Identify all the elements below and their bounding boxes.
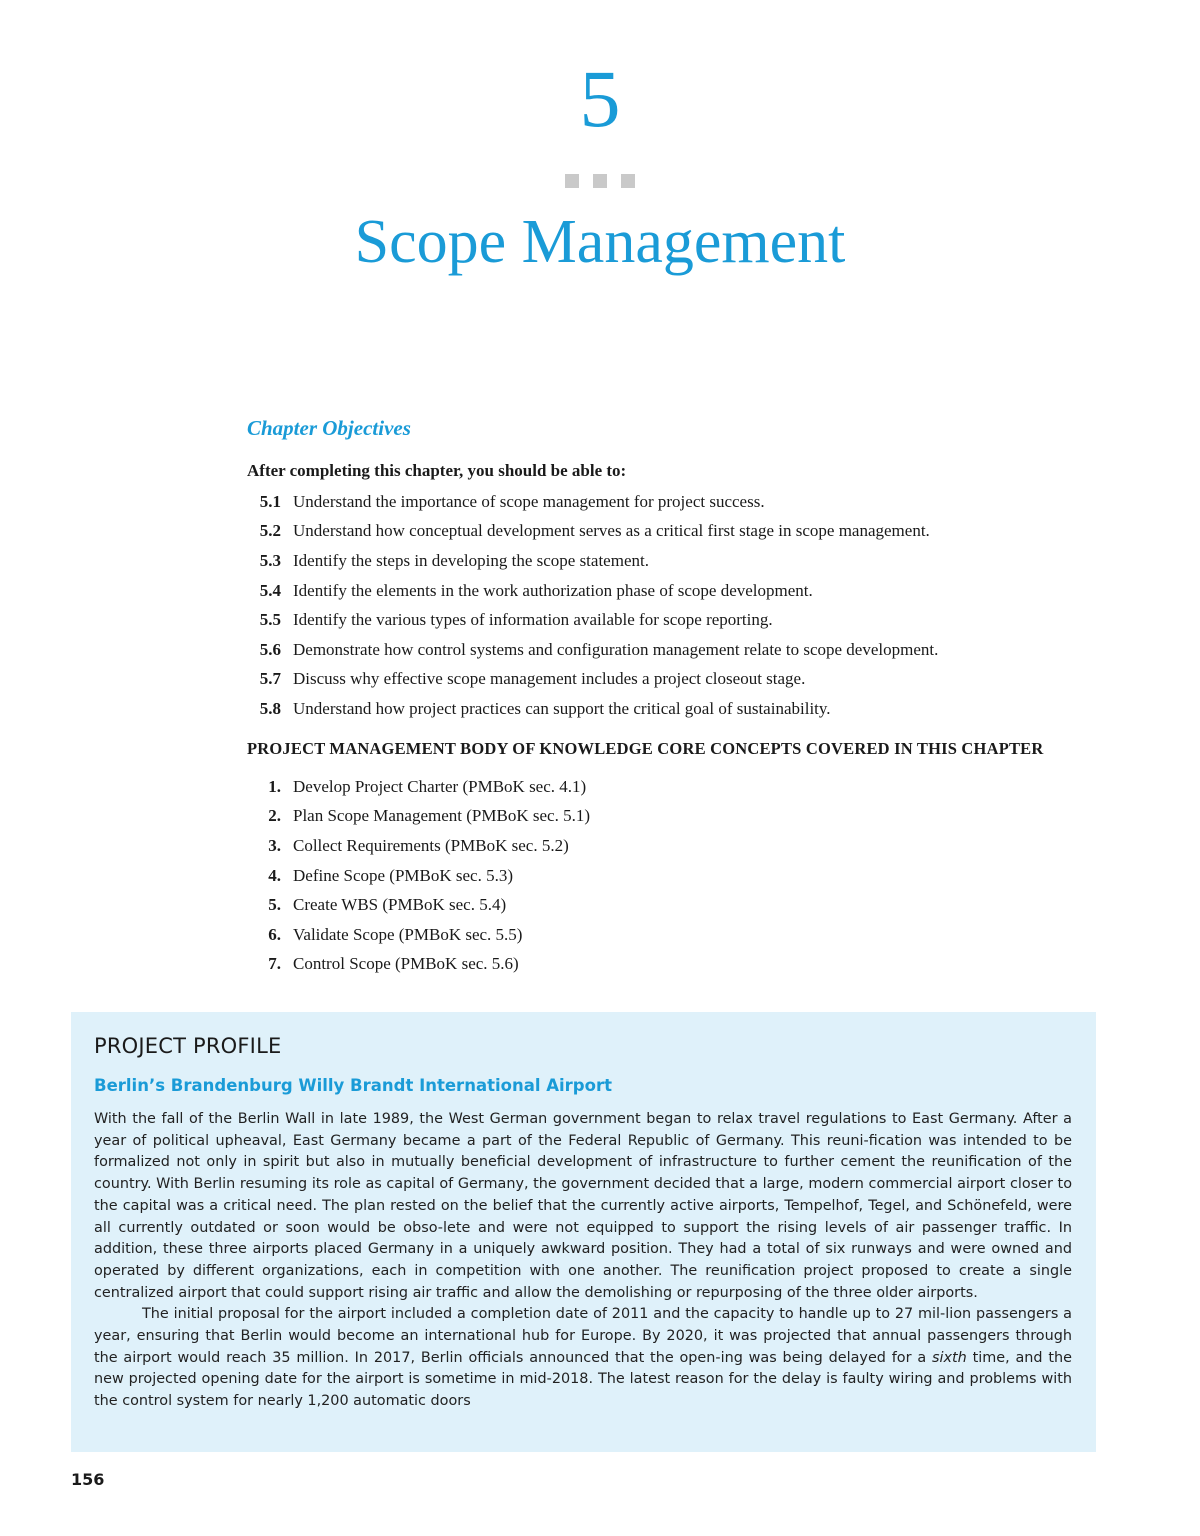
objectives-heading: Chapter Objectives	[247, 416, 411, 440]
pmbok-number: 2.	[268, 806, 281, 826]
objective-number: 5.7	[259, 669, 281, 689]
objective-item	[247, 517, 1127, 547]
pmbok-number: 3.	[268, 836, 281, 855]
profile-heading: PROJECT PROFILE	[94, 1034, 282, 1058]
profile-paragraph: With the fall of the Berlin Wall in late 1989, the West German government began to relax travel regulations to East Germany. After a year of political upheaval, East Germany became a part of the Federal Republic of Germany. This reuni-fication was intended to be formalized not only in spirit but also in mutually beneficial development of infrastructure to further cement the reunification of the country. With Berlin resuming its role as capital of Germany, the government decided that a large, modern commercial airport closer to the capital was a critical need. The plan rested on the belief that the currently active airports, Tempelhof, Tegel, and Schönefeld, were all currently outdated or soon would be obso-lete and were not equipped to support the rising levels of air passenger traffic. In addition, these three airports placed Germany in a uniquely awkward position. They had a total of six runways and were owned and operated by different organizations, each in competition with one another. The reunification project proposed to create a single centralized airport that could support rising air traffic and allow the demolishing or repurposing of the three older airports.	[94, 1111, 1072, 1301]
objective-text: Identify the steps in developing the scope statement.	[293, 550, 649, 570]
pmbok-text: Define Scope (PMBoK sec. 5.3)	[293, 865, 514, 885]
profile-text: The initial proposal for the airport included a completion date of 2011 and the capacity to handle up to 27 mil-lion passengers a year, ensuring that Berlin would become an international hub for Europe. By 2020, it was projected that annual passengers through the airport would reach 35 million. In 2017, Berlin officials announced that the open-ing was being delayed for a	[94, 1306, 1072, 1366]
objective-item	[247, 605, 1127, 635]
chapter-number: 5	[579, 53, 621, 144]
pmbok-text: Develop Project Charter (PMBoK sec. 4.1)	[293, 776, 587, 796]
objective-text: Understand the importance of scope management for project success.	[293, 491, 765, 511]
pmbok-number: 5.	[268, 895, 281, 915]
objective-number: 5.6	[259, 639, 281, 659]
pmbok-number: 7.	[268, 954, 281, 974]
objective-text: Identify the elements in the work authorization phase of scope development.	[293, 580, 813, 600]
profile-paragraph	[94, 1304, 1072, 1413]
objective-item	[247, 487, 1127, 517]
chapter-objectives	[247, 416, 1127, 979]
chapter-title: Scope Management	[354, 208, 846, 276]
ornament-square	[593, 174, 607, 188]
ornament-square	[621, 174, 635, 188]
page-number: 156	[71, 1470, 105, 1489]
ornament-square	[565, 174, 579, 188]
objective-text: Demonstrate how control systems and configuration management relate to scope development.	[293, 639, 939, 659]
objectives-intro: After completing this chapter, you should be able to:	[247, 461, 627, 480]
pmbok-item	[247, 950, 1127, 980]
objective-item	[247, 635, 1127, 665]
pmbok-item	[247, 861, 1127, 891]
objective-number: 5.1	[259, 491, 281, 511]
pmbok-list	[247, 772, 1127, 979]
profile-subtitle: Berlin’s Brandenburg Willy Brandt International Airport	[94, 1076, 612, 1095]
pmbok-number: 1.	[268, 776, 281, 796]
objective-number: 5.5	[259, 610, 281, 630]
pmbok-number: 6.	[268, 924, 281, 944]
pmbok-heading: PROJECT MANAGEMENT BODY OF KNOWLEDGE CORE CONCEPTS COVERED IN THIS CHAPTER	[247, 738, 1044, 758]
profile-text: time, and the new projected opening date for the airport is sometime in mid-2018. The latest reason for the delay is faulty wiring and problems with the control system for nearly 1,200 automatic doors	[94, 1349, 1072, 1410]
pmbok-text: Plan Scope Management (PMBoK sec. 5.1)	[293, 806, 590, 826]
pmbok-text: Collect Requirements (PMBoK sec. 5.2)	[293, 836, 569, 855]
pmbok-item	[247, 890, 1127, 920]
objective-text: Understand how conceptual development serves as a critical first stage in scope management.	[293, 521, 930, 541]
objective-text: Discuss why effective scope management includes a project closeout stage.	[293, 669, 806, 689]
objective-number: 5.8	[259, 698, 281, 718]
objective-item	[247, 576, 1127, 606]
objective-item	[247, 546, 1127, 576]
objectives-list	[247, 487, 1127, 724]
pmbok-number: 4.	[268, 865, 281, 885]
objective-text: Understand how project practices can support the critical goal of sustainability.	[293, 698, 831, 718]
objective-number: 5.4	[259, 580, 281, 600]
pmbok-item	[247, 831, 1127, 861]
project-profile-box	[71, 1012, 1096, 1452]
profile-emphasis: sixth	[931, 1349, 967, 1366]
objective-item	[247, 694, 1127, 724]
objective-number: 5.2	[259, 521, 281, 541]
pmbok-text: Control Scope (PMBoK sec. 5.6)	[293, 954, 519, 974]
chapter-ornament	[0, 174, 1200, 188]
pmbok-item	[247, 772, 1127, 802]
objective-text: Identify the various types of information available for scope reporting.	[293, 610, 773, 630]
pmbok-item	[247, 920, 1127, 950]
pmbok-text: Create WBS (PMBoK sec. 5.4)	[293, 895, 507, 915]
objective-number: 5.3	[259, 550, 281, 570]
pmbok-text: Validate Scope (PMBoK sec. 5.5)	[293, 924, 523, 944]
objective-item	[247, 665, 1127, 695]
pmbok-item	[247, 802, 1127, 832]
